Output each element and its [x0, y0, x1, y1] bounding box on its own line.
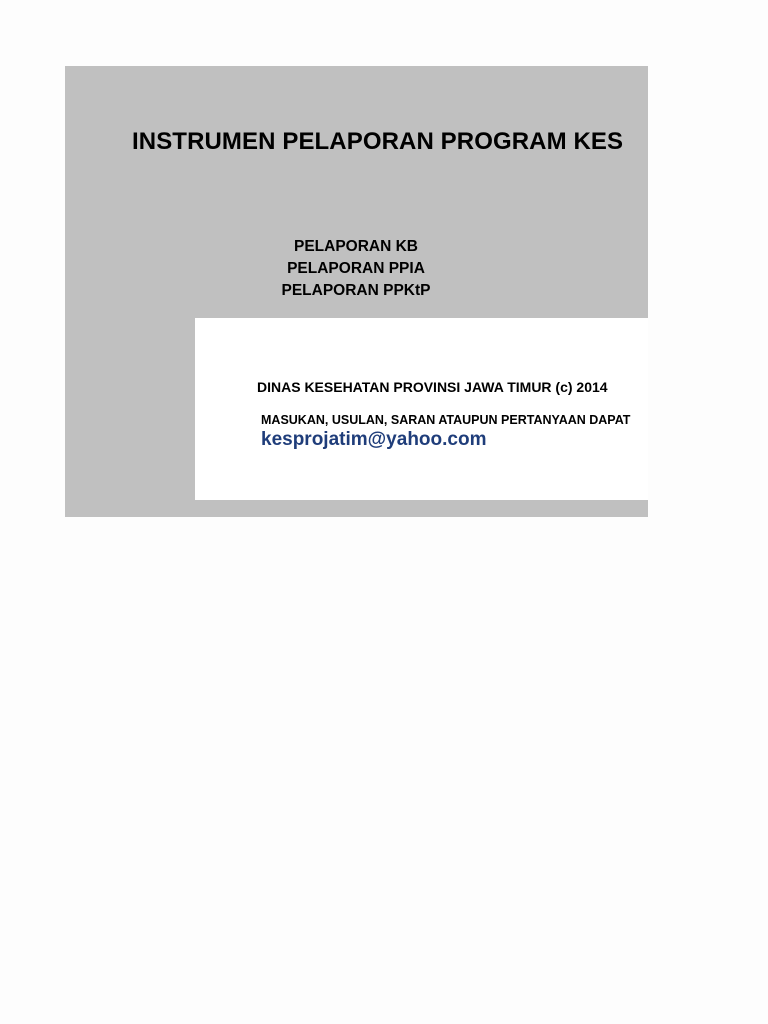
info-panel	[195, 318, 648, 500]
organization-copyright: DINAS KESEHATAN PROVINSI JAWA TIMUR (c) 2014	[257, 379, 608, 395]
email-link[interactable]: kesprojatim@yahoo.com	[261, 429, 487, 450]
menu-item-pelaporan-ppktp[interactable]: PELAPORAN PPKtP	[281, 282, 431, 299]
report-menu	[256, 236, 456, 302]
menu-item-pelaporan-ppia[interactable]: PELAPORAN PPIA	[287, 260, 425, 277]
document-title: INSTRUMEN PELAPORAN PROGRAM KES	[132, 128, 624, 155]
menu-item-pelaporan-kb[interactable]: PELAPORAN KB	[293, 238, 418, 255]
feedback-note: MASUKAN, USULAN, SARAN ATAUPUN PERTANYAAN DAPAT	[261, 413, 631, 427]
title-banner	[65, 66, 648, 517]
